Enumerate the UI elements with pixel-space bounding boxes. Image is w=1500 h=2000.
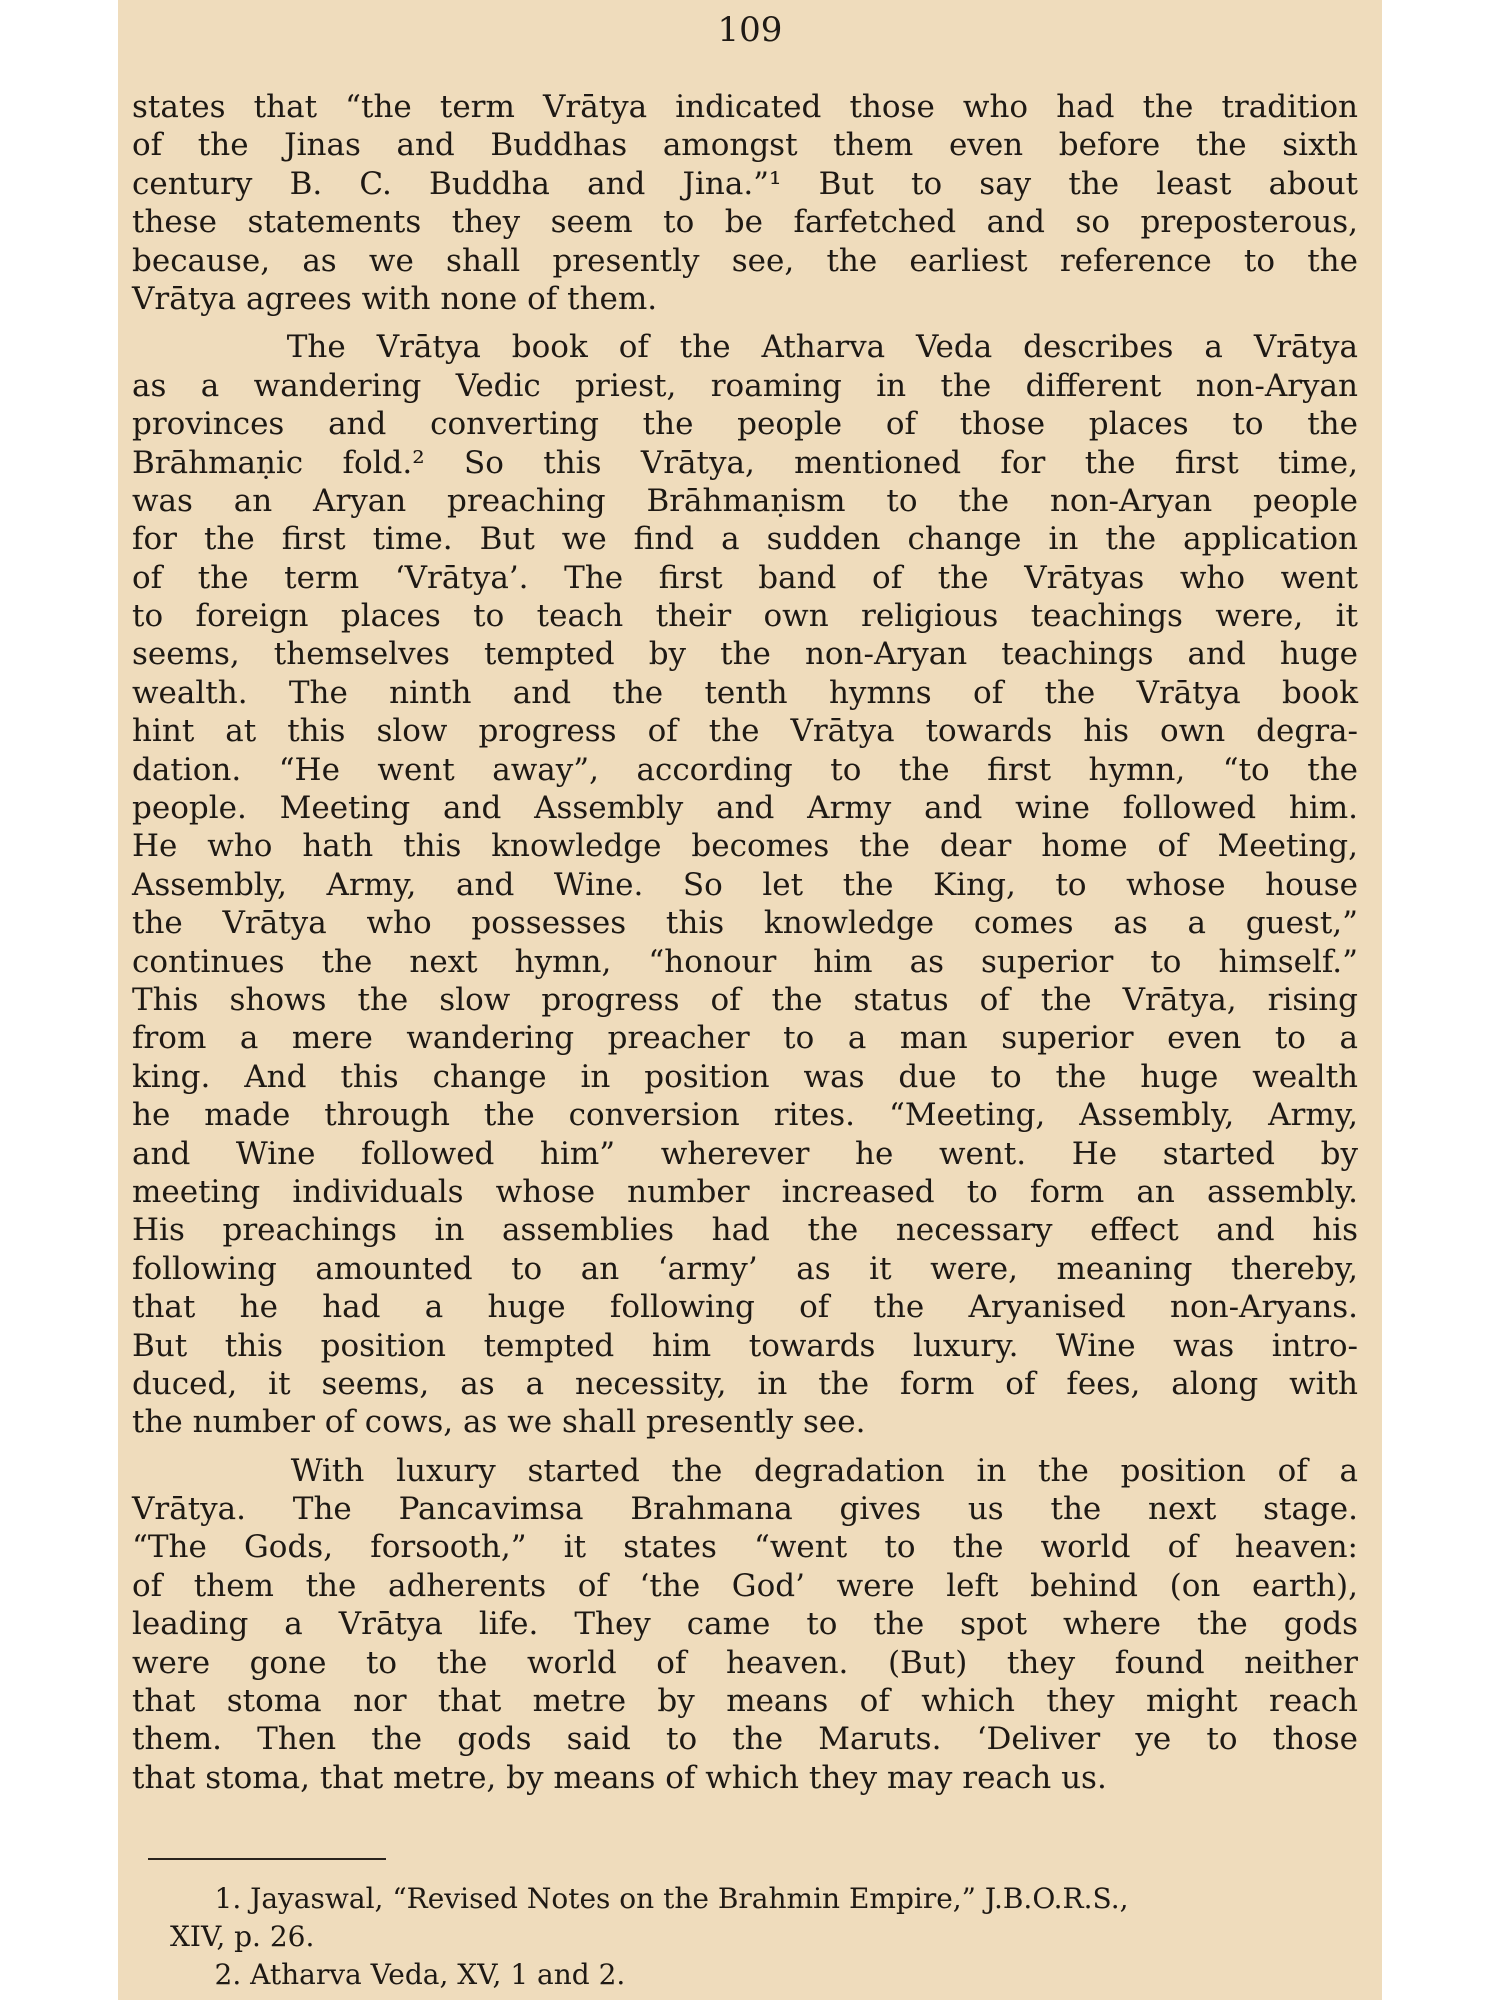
footnote-line: 2. Atharva Veda, XV, 1 and 2. <box>170 1958 626 1991</box>
body-line: meeting individuals whose number increased to form an assembly. <box>132 1173 1358 1210</box>
body-line: people. Meeting and Assembly and Army and wine followed him. <box>132 790 1358 827</box>
paragraph-gap <box>132 1442 1358 1452</box>
body-line: he made through the conversion rites. “Meeting, Assembly, Army, <box>132 1097 1358 1134</box>
body-line: that he had a huge following of the Aryanised non-Aryans. <box>132 1289 1358 1326</box>
body-line: because, as we shall presently see, the earliest reference to the <box>132 242 1358 279</box>
footnote-line: 1. Jayaswal, “Revised Notes on the Brahmin Empire,” J.B.O.R.S., <box>170 1882 1129 1915</box>
body-line: of the term ‘Vrātya’. The first band of the Vrātyas who went <box>132 559 1358 596</box>
body-line: for the first time. But we find a sudden change in the application <box>132 521 1358 558</box>
body-line: “The Gods, forsooth,” it states “went to the world of heaven: <box>132 1529 1358 1566</box>
paragraph-gap <box>132 318 1358 328</box>
body-line: the Vrātya who possesses this knowledge comes as a guest,” <box>132 905 1358 942</box>
body-line: of the Jinas and Buddhas amongst them even before the sixth <box>132 127 1358 164</box>
body-line: Brāhmaṇic fold.² So this Vrātya, mentioned for the first time, <box>132 444 1358 481</box>
body-line: that stoma, that metre, by means of which they may reach us. <box>132 1759 1107 1796</box>
body-text <box>132 88 1358 1797</box>
body-line: provinces and converting the people of those places to the <box>132 406 1358 443</box>
body-line: was an Aryan preaching Brāhmaṇism to the non-Aryan people <box>132 482 1358 519</box>
body-line: Vrātya agrees with none of them. <box>132 280 658 317</box>
footnotes <box>170 1880 1350 1994</box>
body-line: them. Then the gods said to the Maruts. ‘Deliver ye to those <box>132 1721 1358 1758</box>
body-line: The Vrātya book of the Atharva Veda describes a Vrātya <box>132 329 1358 366</box>
body-line: that stoma nor that metre by means of which they might reach <box>132 1683 1358 1720</box>
body-line: to foreign places to teach their own religious teachings were, it <box>132 598 1358 635</box>
body-line: were gone to the world of heaven. (But) they found neither <box>132 1644 1358 1681</box>
body-line: following amounted to an ‘army’ as it were, meaning thereby, <box>132 1250 1358 1287</box>
body-line: His preachings in assemblies had the necessary effect and his <box>132 1212 1358 1249</box>
body-line: hint at this slow progress of the Vrātya towards his own degra- <box>132 713 1358 750</box>
body-line: With luxury started the degradation in the position of a <box>132 1452 1358 1489</box>
page-number: 109 <box>717 10 783 50</box>
body-line: these statements they seem to be farfetched and so preposterous, <box>132 204 1358 241</box>
body-line: seems, themselves tempted by the non-Aryan teachings and huge <box>132 636 1358 673</box>
body-line: Assembly, Army, and Wine. So let the King, to whose house <box>132 866 1358 903</box>
body-line: He who hath this knowledge becomes the dear home of Meeting, <box>132 828 1358 865</box>
body-line: the number of cows, as we shall presently see. <box>132 1404 866 1441</box>
body-line: This shows the slow progress of the status of the Vrātya, rising <box>132 981 1358 1018</box>
body-line: century B. C. Buddha and Jina.”¹ But to say the least about <box>132 165 1358 202</box>
body-line: king. And this change in position was due to the huge wealth <box>132 1058 1358 1095</box>
body-line: But this position tempted him towards luxury. Wine was intro- <box>132 1327 1358 1364</box>
footnote-line: XIV, p. 26. <box>170 1920 315 1953</box>
body-line: as a wandering Vedic priest, roaming in the different non-Aryan <box>132 367 1358 404</box>
body-line: dation. “He went away”, according to the first hymn, “to the <box>132 751 1358 788</box>
book-page <box>118 0 1382 2000</box>
body-line: duced, it seems, as a necessity, in the form of fees, along with <box>132 1365 1358 1402</box>
footnote-divider <box>148 1858 386 1860</box>
body-line: from a mere wandering preacher to a man superior even to a <box>132 1020 1358 1057</box>
body-line: continues the next hymn, “honour him as superior to himself.” <box>132 943 1358 980</box>
body-line: Vrātya. The Pancavimsa Brahmana gives us the next stage. <box>132 1491 1358 1528</box>
body-line: wealth. The ninth and the tenth hymns of the Vrātya book <box>132 674 1358 711</box>
body-line: states that “the term Vrātya indicated those who had the tradition <box>132 89 1358 125</box>
body-line: and Wine followed him” wherever he went. He started by <box>132 1135 1358 1172</box>
body-line: of them the adherents of ‘the God’ were left behind (on earth), <box>132 1567 1358 1604</box>
body-line: leading a Vrātya life. They came to the spot where the gods <box>132 1606 1358 1643</box>
